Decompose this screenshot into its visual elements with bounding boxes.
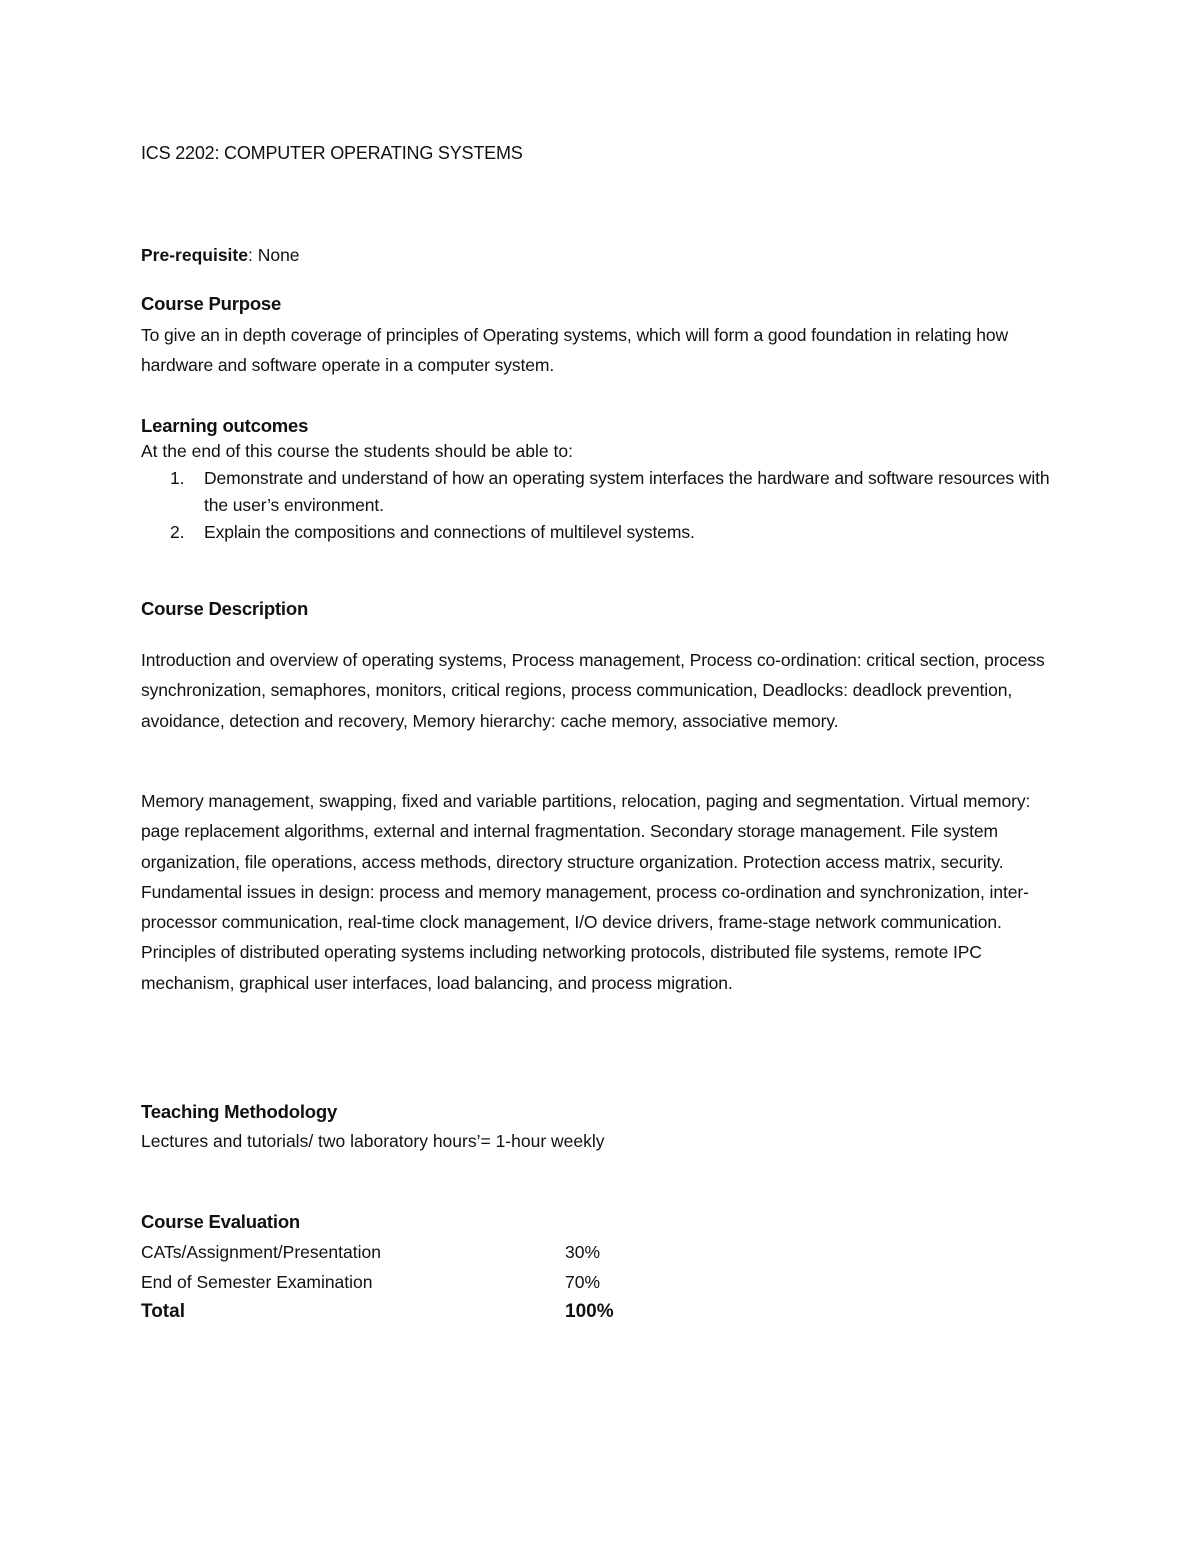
- list-item-number: 1.: [170, 468, 185, 488]
- prerequisite-line: [141, 245, 300, 266]
- list-item-text: Demonstrate and understand of how an operating system interfaces the hardware and software resources with the user’s environment.: [204, 468, 1050, 515]
- prerequisite-label: Pre-requisite: [141, 245, 248, 265]
- prerequisite-value: : None: [247, 245, 300, 265]
- document-title: ICS 2202: COMPUTER OPERATING SYSTEMS: [141, 143, 523, 163]
- list-item-number: 2.: [170, 522, 185, 542]
- evaluation-row: [141, 1272, 741, 1302]
- course-purpose-heading: Course Purpose: [141, 293, 282, 314]
- list-item: [141, 465, 1056, 519]
- evaluation-total-label: Total: [141, 1301, 185, 1322]
- learning-outcomes-heading: Learning outcomes: [141, 415, 309, 436]
- learning-outcomes-list: [141, 465, 1056, 546]
- course-description-heading: Course Description: [141, 598, 309, 619]
- course-description-paragraph-1: Introduction and overview of operating systems, Process management, Process co-ordination: critical section, process synchronization, semaphores, monitors, critical regions, process communication, Deadlocks: deadlock prevention, avoidance, detection and recovery, Memory hierarchy: cache memory, associative memory.: [141, 650, 1045, 731]
- list-item: [141, 519, 1056, 546]
- evaluation-label: End of Semester Examination: [141, 1272, 373, 1292]
- course-purpose-text: To give an in depth coverage of principles of Operating systems, which will form a good foundation in relating how hardware and software operate in a computer system.: [141, 325, 1009, 376]
- evaluation-value: 70%: [565, 1272, 601, 1292]
- evaluation-value: 30%: [565, 1242, 601, 1262]
- list-item-text: Explain the compositions and connections of multilevel systems.: [204, 522, 695, 542]
- teaching-methodology-text: Lectures and tutorials/ two laboratory hours’= 1-hour weekly: [141, 1131, 605, 1151]
- course-evaluation-heading: Course Evaluation: [141, 1211, 301, 1232]
- teaching-methodology-heading: Teaching Methodology: [141, 1101, 338, 1122]
- course-description-paragraph-2: Memory management, swapping, fixed and variable partitions, relocation, paging and segmentation. Virtual memory: page replacement algorithms, external and internal fragmentation. Secondary storage management. File system organization, file operations, access methods, directory structure organization. Protection access matrix, security. Fundamental issues in design: process and memory management, process co-ordination and synchronization, inter-processor communication, real-time clock management, I/O device drivers, frame-stage network communication. Principles of distributed operating systems including networking protocols, distributed file systems, remote IPC mechanism, graphical user interfaces, load balancing, and process migration.: [141, 791, 1031, 993]
- learning-outcomes-intro: At the end of this course the students should be able to:: [141, 441, 573, 461]
- evaluation-row: [141, 1242, 741, 1272]
- evaluation-total-value: 100%: [565, 1301, 614, 1322]
- evaluation-label: CATs/Assignment/Presentation: [141, 1242, 381, 1262]
- evaluation-total-row: [141, 1301, 741, 1331]
